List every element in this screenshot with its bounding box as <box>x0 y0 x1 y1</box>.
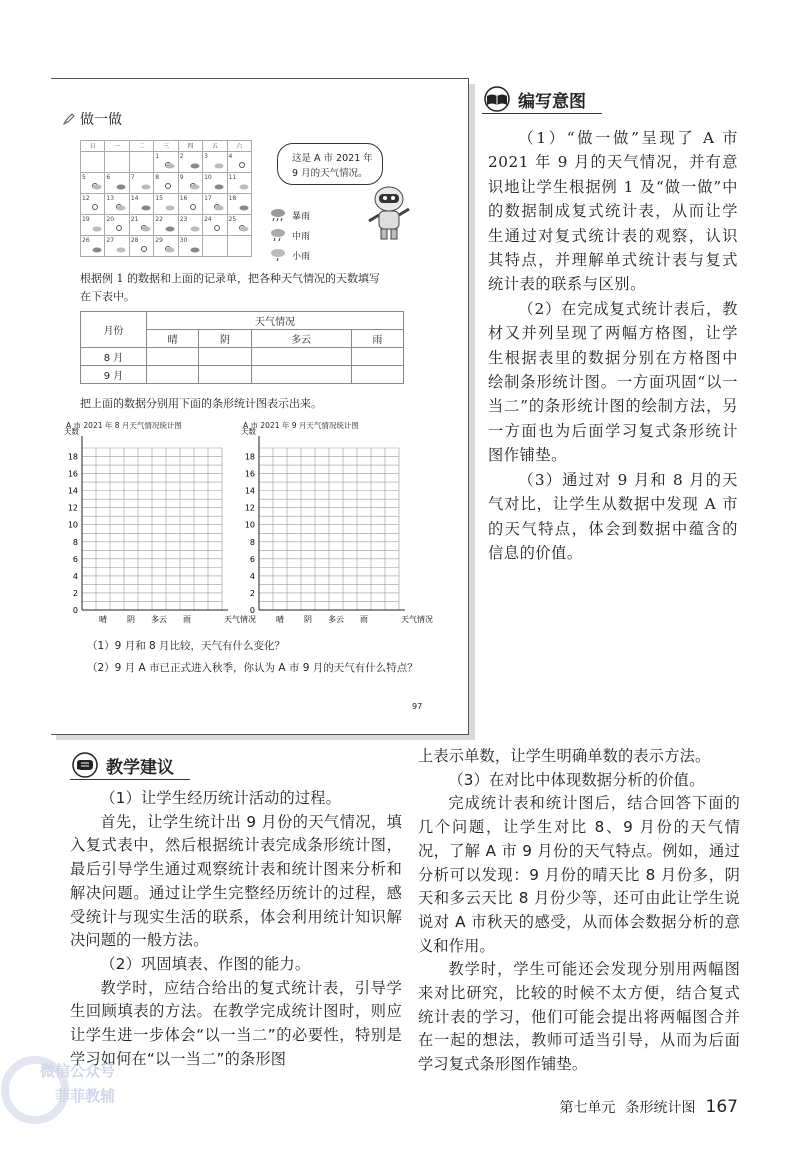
section-title-practice: 做一做 <box>62 109 122 129</box>
table-cell[interactable] <box>199 366 251 384</box>
cloud-icon <box>163 202 175 212</box>
calendar-day <box>105 173 129 194</box>
question-2: （2）9 月 A 市已正式进入秋季，你认为 A 市 9 月的天气有什么特点？ <box>87 662 418 674</box>
calendar-weekday: 日 <box>81 141 105 152</box>
calendar-day-number: 17 <box>204 195 212 202</box>
weather-calendar <box>80 140 252 257</box>
x-tick-label: 雨 <box>360 615 368 624</box>
calendar-day <box>178 152 202 173</box>
y-tick-label: 12 <box>67 503 78 513</box>
calendar-day <box>203 194 227 215</box>
table-cell[interactable] <box>351 366 403 384</box>
intent-header-underline <box>482 113 602 114</box>
cloud-icon <box>114 244 126 254</box>
calendar-day-number: 9 <box>179 174 184 181</box>
y-tick-label: 0 <box>249 606 255 615</box>
watermark <box>0 1040 160 1140</box>
suggestions-right-column <box>418 745 740 1077</box>
calendar-day <box>129 152 153 173</box>
y-tick-label: 4 <box>249 571 255 581</box>
calendar-day <box>154 236 178 257</box>
moderate-rain-icon <box>270 228 286 242</box>
heavy-rain-icon <box>270 208 286 222</box>
calendar-day-number: 29 <box>155 237 163 244</box>
question-1: （1）9 月和 8 月比较，天气有什么变化？ <box>87 640 286 652</box>
y-tick-label: 8 <box>72 537 78 547</box>
y-axis-label: 天数 <box>64 427 79 436</box>
calendar-day-number: 23 <box>179 216 188 223</box>
bar-chart-august <box>60 420 256 625</box>
calendar-day <box>178 194 202 215</box>
calendar-day <box>178 236 202 257</box>
intent-header: 编写意图 <box>482 86 586 112</box>
calendar-day <box>154 152 178 173</box>
y-tick-label: 0 <box>72 606 78 615</box>
suggestion-item: （1）让学生经历统计活动的过程。 <box>100 789 342 807</box>
x-tick-label: 阴 <box>127 615 135 624</box>
table-col-partly-cloudy: 多云 <box>251 330 351 348</box>
chart-title: A 市 2021 年 9 月天气情况统计图 <box>243 421 359 430</box>
table-header-weather: 天气情况 <box>147 312 404 330</box>
partly-cloudy-icon <box>139 223 151 233</box>
calendar-day-number: 19 <box>82 216 90 223</box>
calendar-day <box>129 194 153 215</box>
calendar-day <box>105 236 129 257</box>
calendar-day-number: 3 <box>204 153 208 160</box>
chart-canvas <box>225 420 433 625</box>
calendar-day <box>203 236 227 257</box>
suggestion-item: 完成统计表和统计图后，结合回答下面的几个问题，让学生对比 8、9 月份的天气情况，了解 A 市 9 月份的天气特点。例如，通过分析可以发现：9 月份的晴天比 8 月份多，阴天和多云天比 8 月份少等，还可由此让学生说说对 A 市秋天的感受，从而体会数据分析的意义和作用。 <box>418 794 740 955</box>
calendar-day-number: 1 <box>155 153 160 160</box>
partly-cloudy-icon <box>90 181 102 191</box>
y-tick-label: 8 <box>249 537 255 547</box>
y-tick-label: 10 <box>244 520 255 530</box>
calendar-weekday: 二 <box>129 141 153 152</box>
y-tick-label: 6 <box>249 554 255 564</box>
table-header-month: 月份 <box>81 312 147 348</box>
rain-icon <box>188 160 200 170</box>
calendar-day <box>154 215 178 236</box>
x-tick-label: 雨 <box>183 615 191 624</box>
watermark-line1: 微信公众号 <box>40 1062 116 1080</box>
cloud-icon <box>212 160 224 170</box>
suggestion-item: 教学时，学生可能还会发现分别用两幅图来对比研究，比较的时候不太方便，结合复式统计表的学习，他们可能会提出将两幅图合并在一起的想法，教师可适当引导，从而为后面学习复式条形图作铺垫。 <box>418 960 740 1074</box>
calendar-day <box>105 194 129 215</box>
y-tick-label: 14 <box>67 486 78 496</box>
y-tick-label: 12 <box>244 503 255 513</box>
sun-icon <box>163 181 175 191</box>
cloud-icon <box>139 181 151 191</box>
table-cell[interactable] <box>147 366 199 384</box>
x-tick-label: 晴 <box>276 615 284 624</box>
calendar-weekday: 三 <box>154 141 178 152</box>
calendar-day-number: 5 <box>82 174 86 181</box>
intent-p2: （2）在完成复式统计表后，教材又并列呈现了两幅方格图，让学生根据表里的数据分别在方格图中绘制条形统计图。一方面巩固“以一当二”的条形统计图的绘制方法，另一方面也为后面学习复式条形统计图作铺垫。 <box>488 299 738 465</box>
sun-icon <box>139 244 151 254</box>
calendar-day-number: 15 <box>155 195 163 202</box>
suggestion-item: 教学时，应结合给出的复式统计表，引导学生回顾填表的方法。在教学完成统计图时，则应让学生进一步体会“以一当二”的必要性，特别是学习如何在“以一当二”的条形图 <box>70 978 402 1068</box>
x-axis-label: 天气情况 <box>224 615 256 624</box>
intent-p1: （1）“做一做”呈现了 A 市 2021 年 9 月的天气情况，并有意识地让学生根据例 1 及“做一做”中的数据制成复式统计表，从而让学生通过对复式统计表的观察，认识其特点，并理解单式统计表与复式统计表的联系与区别。 <box>488 129 738 294</box>
calendar-day-number: 12 <box>82 195 90 202</box>
speech-bubble: 这是 A 市 2021 年 9 月的天气情况。 <box>277 143 383 185</box>
calendar-day-number: 30 <box>179 237 188 244</box>
rain-icon <box>90 244 102 254</box>
suggestions-left-column <box>70 787 402 1071</box>
inset-shadow-bottom <box>56 735 475 740</box>
calendar-day-number: 8 <box>155 174 160 181</box>
pencil-icon <box>62 112 76 126</box>
inset-shadow-right <box>469 84 475 739</box>
x-axis-label: 天气情况 <box>401 615 433 624</box>
light-rain-icon <box>270 248 286 262</box>
table-col-cloudy: 阴 <box>199 330 251 348</box>
calendar-day-number: 16 <box>179 195 188 202</box>
y-tick-label: 18 <box>244 452 255 462</box>
rain-icon <box>163 223 175 233</box>
calendar-day <box>81 215 105 236</box>
x-tick-label: 多云 <box>151 615 167 624</box>
rain-icon <box>212 181 224 191</box>
rain-icon <box>237 202 249 212</box>
calendar-weekday: 六 <box>227 141 251 152</box>
calendar-day <box>105 152 129 173</box>
calendar-day <box>129 215 153 236</box>
table-cell[interactable] <box>199 348 251 366</box>
calendar-weekday: 一 <box>105 141 129 152</box>
x-tick-label: 阴 <box>304 615 312 624</box>
suggestion-header-underline <box>70 779 190 780</box>
calendar-day <box>203 152 227 173</box>
cloud-icon <box>188 223 200 233</box>
calendar-day <box>81 194 105 215</box>
calendar-day-number: 7 <box>130 174 135 181</box>
table-cell[interactable] <box>251 366 351 384</box>
rain-icon <box>188 244 200 254</box>
calendar-day-number: 22 <box>155 216 163 223</box>
partly-cloudy-icon <box>237 223 249 233</box>
page-footer <box>560 1097 738 1117</box>
calendar-day <box>129 173 153 194</box>
calendar-day <box>81 236 105 257</box>
suggestion-item: （3）在对比中体现数据分析的价值。 <box>448 770 705 789</box>
calendar-day <box>227 215 251 236</box>
y-tick-label: 16 <box>244 469 255 479</box>
table-col-rain: 雨 <box>351 330 403 348</box>
calendar-day-number: 6 <box>106 174 111 181</box>
calendar-day-number: 24 <box>204 216 212 223</box>
calendar-weekday: 五 <box>203 141 227 152</box>
calendar-day-number: 4 <box>228 153 233 160</box>
calendar-day-number: 25 <box>228 216 237 223</box>
calendar-day-number: 18 <box>228 195 237 202</box>
partly-cloudy-icon <box>114 202 126 212</box>
suggestion-item: 上表示单数，让学生明确单数的表示方法。 <box>418 747 711 765</box>
watermark-line2: 菲菲教辅 <box>55 1087 116 1105</box>
table-row-august: 8 月 <box>81 348 147 366</box>
x-tick-label: 晴 <box>99 615 107 624</box>
partly-cloudy-icon <box>212 202 224 212</box>
y-tick-label: 2 <box>249 588 255 598</box>
calendar-day-number: 13 <box>106 195 115 202</box>
footer-topic: 条形统计图 <box>625 1100 696 1116</box>
calendar-day <box>203 215 227 236</box>
calendar-day <box>178 173 202 194</box>
robot-icon <box>365 183 413 243</box>
calendar-day <box>227 152 251 173</box>
calendar-weekday: 四 <box>178 141 202 152</box>
calendar-day-number: 27 <box>106 237 115 244</box>
table-col-sunny: 晴 <box>147 330 199 348</box>
footer-page-number: 167 <box>705 1097 738 1117</box>
rain-icon <box>114 181 126 191</box>
calendar-day-number: 11 <box>228 174 237 181</box>
suggestion-header: 教学建议 <box>70 752 174 778</box>
y-tick-label: 6 <box>72 554 78 564</box>
sun-icon <box>188 202 200 212</box>
chart-title: A 市 2021 年 8 月天气情况统计图 <box>66 421 182 430</box>
bar-chart-september <box>225 420 433 625</box>
x-tick-label: 多云 <box>328 615 344 624</box>
hand-icon <box>70 752 100 778</box>
y-tick-label: 4 <box>72 571 78 581</box>
calendar-day <box>203 173 227 194</box>
rain-icon <box>139 202 151 212</box>
table-row-september: 9 月 <box>81 366 147 384</box>
book-icon <box>482 86 512 112</box>
sun-icon <box>212 223 224 233</box>
calendar-day-number: 2 <box>179 153 184 160</box>
calendar-day <box>178 215 202 236</box>
y-tick-label: 2 <box>72 588 78 598</box>
table-cell[interactable] <box>147 348 199 366</box>
calendar-day-number: 10 <box>204 174 212 181</box>
instruction-fill-table: 根据例 1 的数据和上面的记录单，把各种天气情况的天数填写 在下表中。 <box>80 272 380 303</box>
intent-paragraphs <box>488 126 738 565</box>
intent-p3: （3）通过对 9 月和 8 月的天气对比，让学生从数据中发现 A 市的天气特点，体会到数据中蕴含的信息的价值。 <box>488 470 738 562</box>
sun-icon <box>114 223 126 233</box>
calendar-day <box>227 236 251 257</box>
calendar-day <box>154 194 178 215</box>
sun-icon <box>237 160 249 170</box>
calendar-day <box>154 173 178 194</box>
calendar-day-number: 14 <box>130 195 139 202</box>
chart-canvas <box>60 420 256 625</box>
calendar-day-number: 28 <box>130 237 139 244</box>
calendar-day <box>227 173 251 194</box>
y-axis-label: 天数 <box>241 427 256 436</box>
y-tick-label: 10 <box>67 520 78 530</box>
sun-icon <box>90 202 102 212</box>
calendar-day <box>105 215 129 236</box>
weather-summary-table <box>80 311 404 384</box>
y-tick-label: 18 <box>67 452 78 462</box>
suggestion-item: 首先，让学生统计出 9 月份的天气情况，填入复式表中，然后根据统计表完成条形统计图，最后引导学生通过观察统计表和统计图来分析和解决问题。通过让学生完整经历统计的过程，感受统计与现实生活的联系，体会利用统计知识解决问题的一般方法。 <box>70 812 402 950</box>
calendar-day <box>129 236 153 257</box>
table-cell[interactable] <box>351 348 403 366</box>
y-tick-label: 14 <box>244 486 255 496</box>
weather-legend: 暴雨 中雨 小雨 <box>270 205 310 265</box>
footer-unit: 第七单元 <box>559 1100 616 1116</box>
y-tick-label: 16 <box>67 469 78 479</box>
cloud-icon <box>90 223 102 233</box>
instruction-draw-charts: 把上面的数据分别用下面的条形统计图表示出来。 <box>80 397 322 410</box>
partly-cloudy-icon <box>188 181 200 191</box>
suggestion-item: （2）巩固填表、作图的能力。 <box>100 954 311 973</box>
partly-cloudy-icon <box>163 160 175 170</box>
calendar-day-number: 21 <box>130 216 139 223</box>
calendar-day-number: 26 <box>82 237 90 244</box>
calendar-day-number: 20 <box>106 216 115 223</box>
cloud-icon <box>237 181 249 191</box>
calendar-day <box>81 152 105 173</box>
partly-cloudy-icon <box>163 244 175 254</box>
table-cell[interactable] <box>251 348 351 366</box>
calendar-day <box>81 173 105 194</box>
inset-page-number: 97 <box>412 702 423 711</box>
calendar-day <box>227 194 251 215</box>
